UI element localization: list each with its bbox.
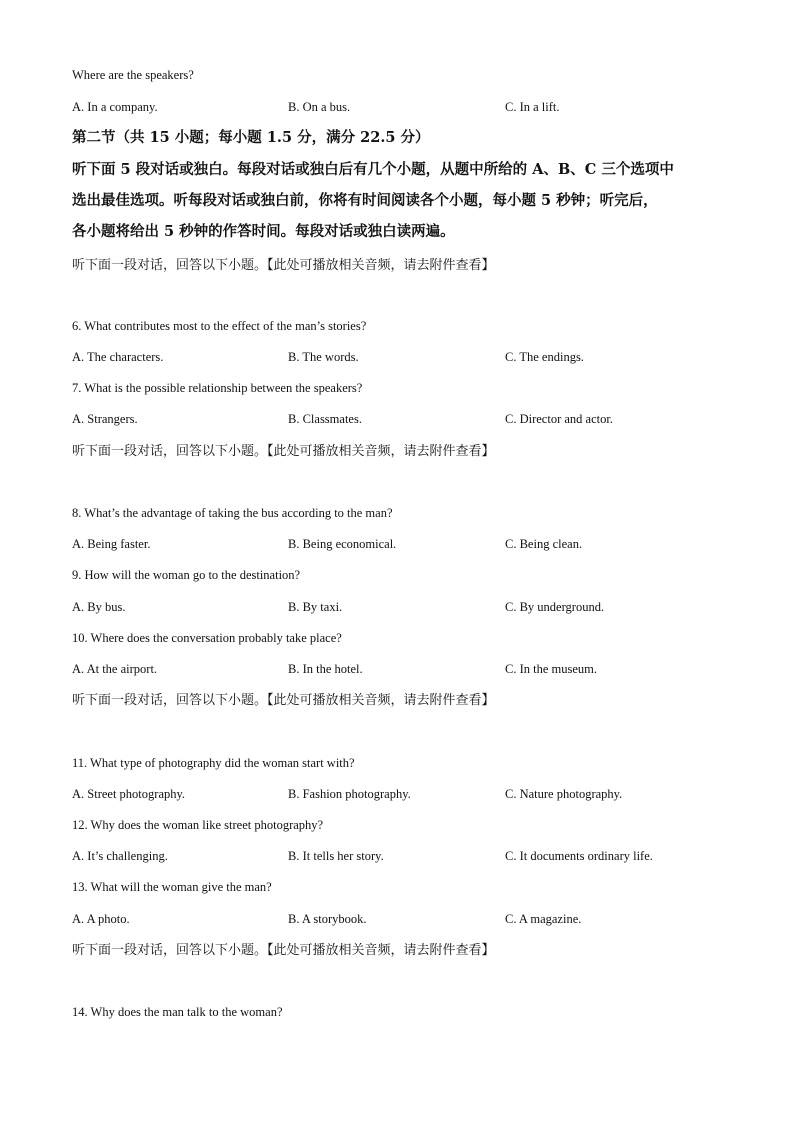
option-a: A. Strangers. xyxy=(72,412,138,426)
listen-prompt: 听下面一段对话，回答以下小题。【此处可播放相关音频，请去附件查看】 xyxy=(72,443,495,458)
option-b: B. A storybook. xyxy=(288,912,367,926)
option-a: A. It’s challenging. xyxy=(72,849,168,863)
option-a: A. Being faster. xyxy=(72,537,151,551)
option-a: A. A photo. xyxy=(72,912,130,926)
option-a: A. Street photography. xyxy=(72,787,186,801)
option-a: A. The characters. xyxy=(72,350,164,364)
option-c: C. By underground. xyxy=(505,600,605,614)
question-12-text: 12. Why does the woman like street photography? xyxy=(72,818,324,832)
section-2-title: 第二节（共 15 小题；每小题 1.5 分，满分 22.5 分） xyxy=(72,129,430,146)
option-c: C. In the museum. xyxy=(505,662,598,676)
question-5-text: Where are the speakers? xyxy=(72,68,194,82)
section-2-instruction-line-3: 各小题将给出 5 秒钟的作答时间。每段对话或独白读两遍。 xyxy=(72,223,455,240)
option-c: C. It documents ordinary life. xyxy=(505,849,653,863)
option-a: A. In a company. xyxy=(72,100,158,114)
option-b: B. Fashion photography. xyxy=(288,787,411,801)
option-b: B. By taxi. xyxy=(288,600,343,614)
question-8-options xyxy=(72,536,732,552)
option-b: B. It tells her story. xyxy=(288,849,384,863)
question-11-options xyxy=(72,786,732,802)
option-b: B. On a bus. xyxy=(288,100,351,114)
question-13-options xyxy=(72,911,732,927)
question-12-options xyxy=(72,848,732,864)
question-6-options xyxy=(72,349,732,365)
question-7-text: 7. What is the possible relationship between the speakers? xyxy=(72,381,363,395)
option-b: B. In the hotel. xyxy=(288,662,363,676)
option-c: C. Nature photography. xyxy=(505,787,623,801)
question-9-text: 9. How will the woman go to the destination? xyxy=(72,568,301,582)
question-11-text: 11. What type of photography did the woman start with? xyxy=(72,756,355,770)
question-9-options xyxy=(72,599,732,615)
option-c: C. The endings. xyxy=(505,350,584,364)
listen-prompt: 听下面一段对话，回答以下小题。【此处可播放相关音频，请去附件查看】 xyxy=(72,257,495,272)
question-8-text: 8. What’s the advantage of taking the bus according to the man? xyxy=(72,506,393,520)
question-13-text: 13. What will the woman give the man? xyxy=(72,880,272,894)
section-2-instruction-line-2: 选出最佳选项。听每段对话或独白前，你将有时间阅读各个小题，每小题 5 秒钟；听完后， xyxy=(72,192,658,209)
option-a: A. By bus. xyxy=(72,600,126,614)
listen-prompt: 听下面一段对话，回答以下小题。【此处可播放相关音频，请去附件查看】 xyxy=(72,942,495,957)
option-b: B. Being economical. xyxy=(288,537,397,551)
option-c: C. Director and actor. xyxy=(505,412,613,426)
question-10-options xyxy=(72,661,732,677)
option-b: B. The words. xyxy=(288,350,359,364)
question-10-text: 10. Where does the conversation probably take place? xyxy=(72,631,342,645)
option-a: A. At the airport. xyxy=(72,662,158,676)
question-14-text: 14. Why does the man talk to the woman? xyxy=(72,1005,283,1019)
question-5-options xyxy=(72,99,732,115)
question-7-options xyxy=(72,411,732,427)
section-2-instruction-line-1: 听下面 5 段对话或独白。每段对话或独白后有几个小题，从题中所给的 A、B、C 三个选项中 xyxy=(72,161,674,178)
option-c: C. Being clean. xyxy=(505,537,583,551)
question-6-text: 6. What contributes most to the effect of the man’s stories? xyxy=(72,319,367,333)
option-c: C. A magazine. xyxy=(505,912,582,926)
option-b: B. Classmates. xyxy=(288,412,362,426)
listen-prompt: 听下面一段对话，回答以下小题。【此处可播放相关音频，请去附件查看】 xyxy=(72,692,495,707)
option-c: C. In a lift. xyxy=(505,100,560,114)
